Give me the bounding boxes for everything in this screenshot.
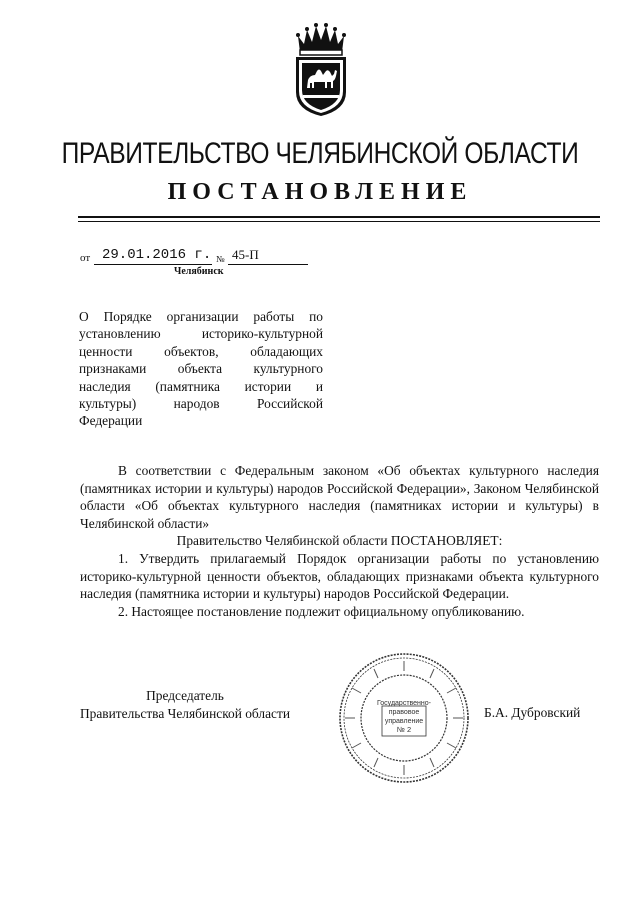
subject-line: Федерации [79, 413, 143, 429]
number-underline [228, 264, 308, 265]
document-body [80, 462, 599, 620]
document-type-heading: ПОСТАНОВЛЕНИЕ [167, 179, 473, 205]
organization-title: ПРАВИТЕЛЬСТВО ЧЕЛЯБИНСКОЙ ОБЛАСТИ [61, 137, 579, 170]
subject-line: культуры) народов Российской [79, 396, 323, 412]
stamp-text: № 2 [396, 725, 412, 734]
city-label: Челябинск [174, 266, 224, 277]
number-prefix: № [216, 254, 225, 264]
header-divider-thin [78, 221, 600, 222]
subject-line: ценности объектов, обладающих [79, 343, 323, 359]
position-line-2: Правительства Челябинской области [80, 706, 290, 721]
date-underline [94, 264, 212, 265]
item-1-paragraph: 1. Утвердить прилагаемый Порядок организации работы по установлению историко-культурной ценности объектов, обладающих признаками объекта культурного наследия (памятника истории и культуры) народов Российской Федерации. [80, 550, 599, 602]
document-subject [79, 308, 323, 430]
signatory-position [80, 687, 290, 723]
crown-icon [296, 23, 346, 55]
subject-line: наследия (памятника истории и [79, 378, 323, 394]
stamp-text: правовое [388, 709, 420, 716]
date-number-row [80, 244, 320, 268]
subject-line: О Порядке организации работы по [79, 309, 323, 324]
subject-line: установлению историко-культурной [79, 326, 323, 342]
signatory-name: Б.А. Дубровский [484, 705, 581, 720]
round-stamp-icon [336, 650, 472, 786]
preamble-paragraph: В соответствии с Федеральным законом «Об объектах культурного наследия (памятниках истории и культуры) народов Российской Федерации», Законом Челябинской области «Об объектах культурного наследия (памятниках истории и культуры) в Челябинской области» [80, 463, 599, 531]
document-number: 45-П [232, 247, 259, 262]
document-date: 29.01.2016 г. [102, 247, 212, 263]
stamp-text: Государственно- [376, 700, 432, 707]
subject-line: признаками объекта культурного [79, 361, 323, 377]
item-2-paragraph: 2. Настоящее постановление подлежит официальному опубликованию. [118, 603, 525, 619]
resolves-line: Правительство Челябинской области ПОСТАНОВЛЯЕТ: [176, 533, 503, 549]
date-prefix: от [80, 252, 91, 264]
coat-of-arms-icon [290, 22, 352, 118]
position-line-1: Председатель [146, 688, 224, 703]
header-divider-thick [78, 216, 600, 218]
stamp-text: управление [384, 718, 424, 725]
